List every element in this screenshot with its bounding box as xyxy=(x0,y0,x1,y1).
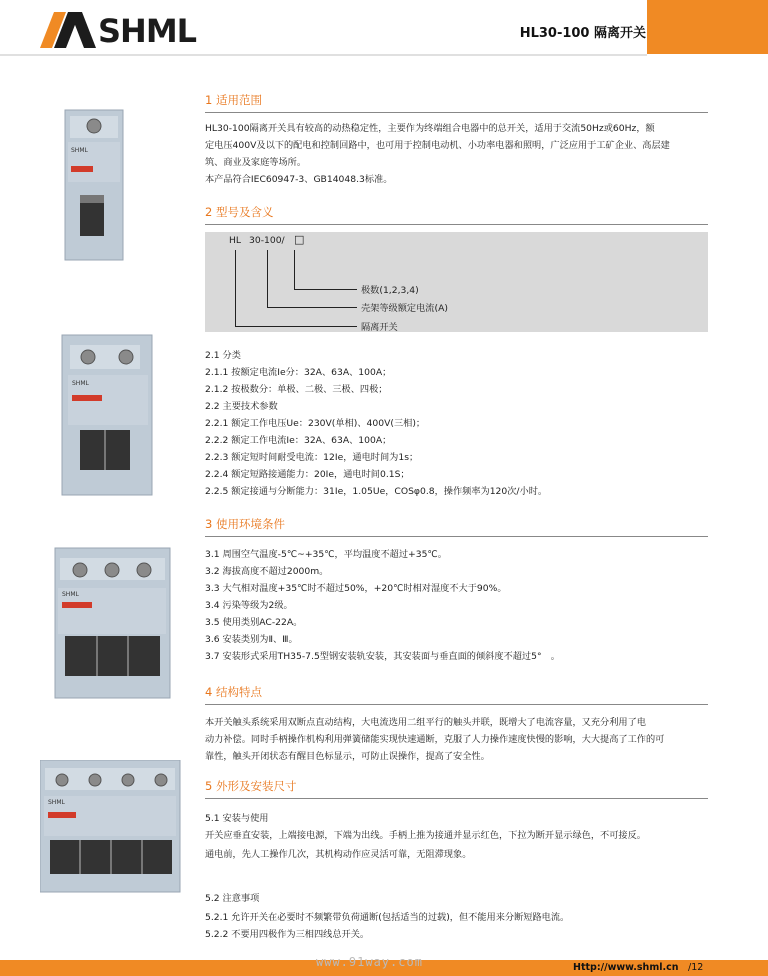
watermark-text: www.91way.com xyxy=(316,955,423,969)
logo-text: SHML xyxy=(98,12,197,50)
svg-text:SHML: SHML xyxy=(62,591,79,598)
section-5-line: 5.2.2 不要用四极作为三相四线总开关。 xyxy=(205,929,370,940)
svg-text:SHML: SHML xyxy=(48,799,65,806)
brand-logo xyxy=(40,12,230,52)
header-accent-block xyxy=(647,0,768,54)
section-3-line: 3.2 海拔高度不超过2000m。 xyxy=(205,566,329,577)
section-2-line: 2.2.4 额定短路接通能力：20Ie，通电时间0.1S； xyxy=(205,469,410,480)
section-2-line: 2.2.2 额定工作电流Ie：32A、63A、100A； xyxy=(205,435,392,446)
section-3-line: 3.7 安装形式采用TH35-7.5型钢安装轨安装，其安装面与垂直面的倾斜度不超过5° 。 xyxy=(205,651,560,662)
section-2-line: 2.2 主要技术参数 xyxy=(205,401,278,412)
section-3-line: 3.3 大气相对温度+35℃时不超过50%，+20℃时相对湿度不大于90%。 xyxy=(205,583,507,594)
section-2-line: 2.1.1 按额定电流Ie分：32A、63A、100A； xyxy=(205,367,392,378)
section-2-line: 2.2.3 额定短时间耐受电流：12Ie，通电时间为1s； xyxy=(205,452,419,463)
model-box-symbol: □ xyxy=(294,233,305,246)
section-4-line: 本开关触头系统采用双断点直动结构，大电流选用二组平行的触头并联，既增大了电流容量，又充分利用了电 xyxy=(205,717,646,728)
section-2-title: 2 型号及含义 xyxy=(205,205,274,219)
product-2-pole-image xyxy=(62,335,152,495)
section-4-title: 4 结构特点 xyxy=(205,685,262,699)
section-5-line: 5.1 安装与使用 xyxy=(205,813,269,824)
section-2-line: 2.2.5 额定接通与分断能力：31Ie，1.05Ue，COSφ0.8，操作频率为120次/小时。 xyxy=(205,486,548,497)
model-meaning-poles: 极数(1,2,3,4) xyxy=(361,285,419,296)
model-diagram xyxy=(205,232,708,332)
section-2-line: 2.2.1 额定工作电压Ue：230V(单相)、400V(三相)； xyxy=(205,418,426,429)
page-number: /12 xyxy=(688,962,704,973)
section-1-title: 1 适用范围 xyxy=(205,93,262,107)
footer-url-link[interactable]: Http://www.shml.cn xyxy=(573,962,679,973)
section-4-divider xyxy=(205,704,708,705)
model-code: 30-100/ xyxy=(249,235,285,246)
section-2-divider xyxy=(205,224,708,225)
section-3-title: 3 使用环境条件 xyxy=(205,517,285,531)
product-4-pole-image xyxy=(40,760,190,900)
section-5-line: 开关应垂直安装，上端接电源，下端为出线。手柄上推为接通并显示红色，下拉为断开显示绿色，不可接反。 xyxy=(205,830,646,841)
section-2-line: 2.1.2 按极数分：单极、二极、三极、四极； xyxy=(205,384,388,395)
section-4-line: 动力补偿。同时手柄操作机构利用弹簧储能实现快速通断，克服了人力操作速度快慢的影响，大大提高了工作的可 xyxy=(205,734,665,745)
product-3-pole-image xyxy=(55,548,170,698)
section-3-line: 3.4 污染等级为2级。 xyxy=(205,600,293,611)
svg-text:SHML: SHML xyxy=(71,147,88,154)
header-divider xyxy=(0,54,647,56)
section-4-line: 靠性，触头开闭状态有醒目色标显示，可防止误操作，提高了安全性。 xyxy=(205,751,490,762)
section-5-line: 通电前，先人工操作几次，其机构动作应灵活可靠，无阻滞现象。 xyxy=(205,849,472,860)
section-5-title: 5 外形及安装尺寸 xyxy=(205,779,297,793)
model-meaning-type: 隔离开关 xyxy=(361,322,398,333)
model-meaning-current: 壳架等级额定电流(A) xyxy=(361,303,448,314)
section-3-divider xyxy=(205,536,708,537)
page-title: HL30-100 隔离开关 xyxy=(519,26,646,41)
section-3-line: 3.1 周围空气温度-5℃~+35℃，平均温度不超过+35℃。 xyxy=(205,549,447,560)
section-5-line: 5.2.1 允许开关在必要时不频繁带负荷通断(包括适当的过载)，但不能用来分断短路电流。 xyxy=(205,912,570,923)
product-images xyxy=(40,80,190,740)
section-3-line: 3.6 安装类别为Ⅱ、Ⅲ。 xyxy=(205,634,298,645)
svg-text:SHML: SHML xyxy=(72,380,89,387)
model-prefix: HL xyxy=(229,235,242,246)
section-1-line: HL30-100隔离开关具有较高的动热稳定性，主要作为终端组合电器中的总开关，适用于交流50Hz或60Hz，额 xyxy=(205,123,655,134)
product-1-pole-image xyxy=(65,110,123,260)
section-3-line: 3.5 使用类别AC-22A。 xyxy=(205,617,303,628)
section-1-line: 本产品符合IEC60947-3、GB14048.3标准。 xyxy=(205,174,393,185)
section-5-divider xyxy=(205,798,708,799)
section-1-line: 筑、商业及家庭等场所。 xyxy=(205,157,307,168)
section-2-line: 2.1 分类 xyxy=(205,350,241,361)
section-1-line: 定电压400V及以下的配电和控制回路中，也可用于控制电动机、小功率电器和照明，广泛应用于工矿企业、高层建 xyxy=(205,140,670,151)
logo-mark-icon xyxy=(40,12,96,48)
section-1-divider xyxy=(205,112,708,113)
section-5-line: 5.2 注意事项 xyxy=(205,893,260,904)
